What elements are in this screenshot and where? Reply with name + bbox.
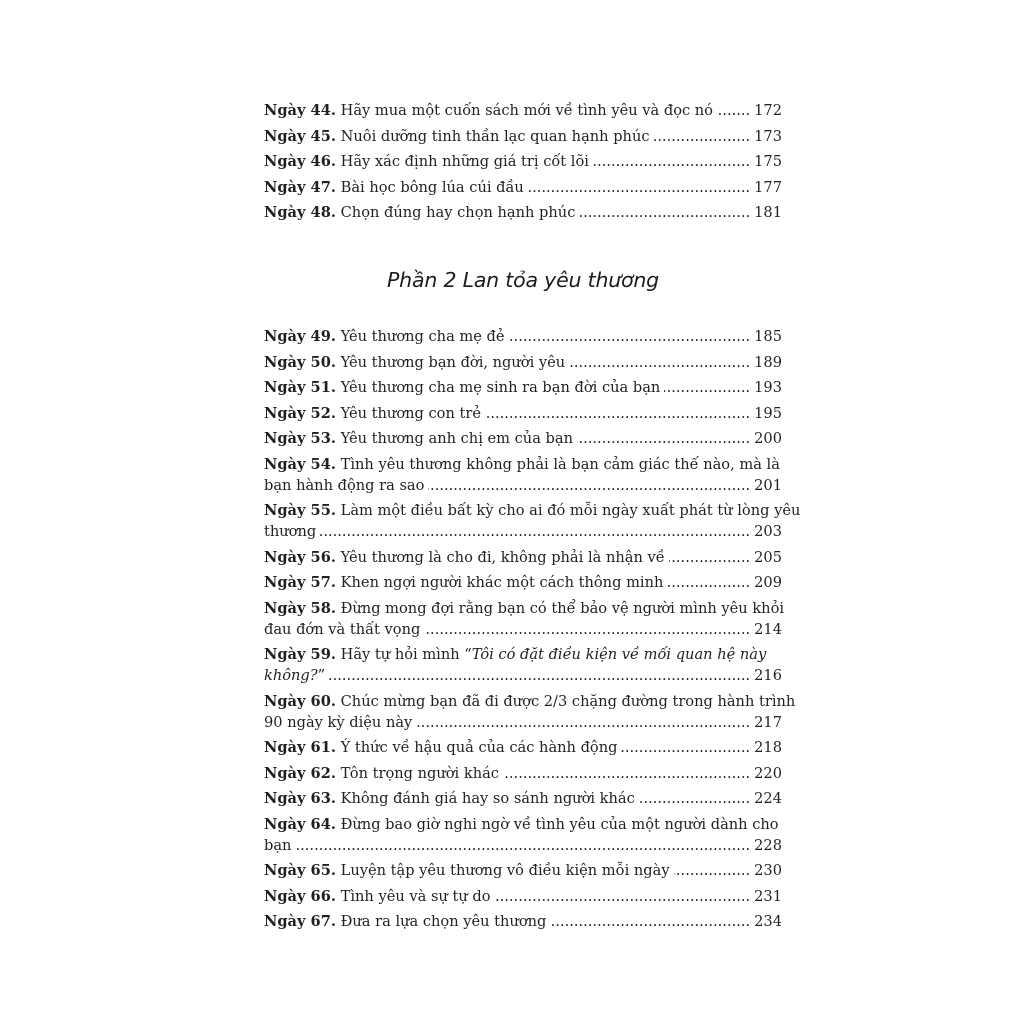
toc-entry-text (264, 377, 660, 398)
toc-entry (264, 911, 782, 932)
toc-entry-day: Ngày 47. (264, 178, 336, 196)
toc-entry (264, 326, 782, 347)
dot-leader (667, 572, 750, 593)
toc-entry-day: Ngày 67. (264, 913, 336, 930)
toc-entry-page-number: 205 (754, 548, 782, 566)
toc-entry-line (264, 428, 782, 449)
dot-leader (664, 377, 750, 398)
toc-entry-page-number: 231 (754, 887, 782, 905)
toc-entry-title: Tình yêu và sự tự do (340, 887, 491, 905)
toc-entry-text (264, 860, 670, 881)
toc-entry-day: Ngày 61. (264, 739, 336, 756)
toc-entry (264, 177, 782, 198)
toc-entry-day: Ngày 66. (264, 887, 336, 905)
toc-entry-line (264, 572, 782, 593)
toc-entry-page-number: 234 (754, 913, 782, 930)
toc-entry (264, 886, 782, 907)
dot-leader (577, 428, 750, 449)
toc-entry-title-italic: Tôi có đặt điều kiện về mối quan hệ này (471, 646, 767, 663)
toc-entry-line (264, 352, 782, 373)
toc-entry-title: Khen ngợi người khác một cách thông minh (340, 574, 664, 591)
toc-entry-page-number: 228 (754, 836, 782, 854)
toc-entry-text (264, 521, 316, 542)
dot-leader (550, 911, 750, 932)
toc-entry-title: Yêu thương bạn đời, người yêu (340, 353, 566, 371)
toc-entry (264, 352, 782, 373)
toc-entry-title: Không đánh giá hay so sánh người khác (340, 790, 635, 807)
toc-entry (264, 598, 785, 640)
toc-entry (264, 814, 782, 856)
dot-leader (669, 547, 750, 568)
toc-entry-title: Hãy mua một cuốn sách mới về tình yêu và đọc nó (340, 102, 713, 119)
toc-entry-page-number: 173 (754, 127, 782, 145)
toc-entry-text (264, 788, 635, 809)
toc-entry-line (264, 835, 782, 856)
toc-entry-line (264, 665, 782, 686)
toc-entry-line (264, 126, 782, 147)
toc-entry-title: Đừng bao giờ nghi ngờ về tình yêu của một người dành cho (340, 815, 779, 833)
dot-leader (424, 619, 750, 640)
dot-leader (674, 860, 751, 881)
toc-entry-line (264, 860, 782, 881)
toc-entry-page-number: 216 (754, 667, 782, 684)
toc-entry-line (264, 763, 782, 784)
toc-entry (264, 644, 782, 686)
toc-entry-line (264, 151, 782, 172)
toc-entry-day: Ngày 51. (264, 379, 336, 396)
toc-entry (264, 572, 782, 593)
dot-leader (329, 665, 750, 686)
toc-entry-title: Hãy xác định những giá trị cốt lõi (340, 153, 589, 170)
toc-entry-title: bạn hành động ra sao (264, 476, 425, 494)
toc-entry-text (264, 126, 650, 147)
toc-entry-page-number: 209 (754, 574, 782, 591)
toc-entry-title: đau đớn và thất vọng (264, 620, 421, 638)
toc-entry-text (264, 646, 766, 663)
toc-entry-day: Ngày 44. (264, 102, 336, 119)
dot-leader (495, 886, 751, 907)
toc-entry-text (264, 456, 780, 473)
toc-entry-title: Yêu thương cha mẹ đẻ (340, 328, 505, 345)
toc-entry-page-number: 200 (754, 430, 782, 447)
toc-entry-day: Ngày 59. (264, 646, 336, 663)
toc-entry-page-number: 217 (754, 713, 782, 731)
toc-entry-line (264, 547, 782, 568)
toc-entry-text (264, 886, 491, 907)
toc-entry-page-number: 193 (754, 379, 782, 396)
toc-entry-day: Ngày 52. (264, 404, 336, 422)
toc-entry (264, 737, 782, 758)
toc-entry-line (264, 202, 782, 223)
toc-entry-text (264, 100, 713, 121)
toc-entry (264, 788, 782, 809)
toc-entry-text (264, 428, 573, 449)
toc-entry-title: Luyện tập yêu thương vô điều kiện mỗi ngày (340, 862, 670, 879)
toc-entry-title: 90 ngày kỳ diệu này (264, 713, 413, 731)
toc-entry-day: Ngày 53. (264, 430, 336, 447)
table-of-contents-part-1 (264, 100, 782, 228)
toc-entry-line (264, 475, 782, 496)
dot-leader (654, 126, 751, 147)
toc-entry-page-number: 195 (754, 404, 782, 422)
toc-entry-title: Tình yêu thương không phải là bạn cảm giác thế nào, mà là (340, 455, 780, 473)
toc-entry-title: Tôn trọng người khác (340, 764, 499, 782)
toc-entry-text (264, 835, 291, 856)
toc-entry-title: Yêu thương anh chị em của bạn (340, 430, 573, 447)
toc-entry-text (264, 572, 663, 593)
toc-entry-text (264, 600, 784, 617)
toc-entry-day: Ngày 54. (264, 455, 336, 473)
toc-entry-page-number: 172 (754, 102, 782, 119)
toc-entry-title: Ý thức về hậu quả của các hành động (340, 739, 618, 756)
toc-entry (264, 547, 782, 568)
dot-leader (639, 788, 750, 809)
toc-entry-line (264, 403, 782, 424)
toc-entry (264, 691, 796, 733)
toc-entry-day: Ngày 55. (264, 502, 336, 519)
table-of-contents-part-2 (264, 326, 801, 937)
toc-entry (264, 500, 801, 542)
toc-entry-title-italic: không? (264, 667, 318, 684)
toc-entry-page-number: 230 (754, 862, 782, 879)
toc-entry-title: Yêu thương con trẻ (340, 404, 481, 422)
toc-entry-title: bạn (264, 836, 292, 854)
toc-entry-title: Chọn đúng hay chọn hạnh phúc (340, 204, 576, 221)
toc-entry-page-number: 189 (754, 353, 782, 371)
toc-entry-title: Nuôi dưỡng tinh thần lạc quan hạnh phúc (340, 127, 650, 145)
toc-entry-day: Ngày 56. (264, 548, 336, 566)
toc-entry-text (264, 547, 665, 568)
toc-entry-line (264, 377, 782, 398)
toc-entry-line (264, 619, 782, 640)
toc-entry-line (264, 454, 782, 475)
toc-entry-text (264, 619, 420, 640)
toc-entry-line (264, 886, 782, 907)
toc-entry-page-number: 185 (754, 328, 782, 345)
section-heading: Phần 2 Lan tỏa yêu thương (387, 268, 659, 292)
toc-entry-line (264, 814, 782, 835)
toc-entry-text (264, 665, 325, 686)
toc-entry-line (264, 788, 782, 809)
dot-leader (428, 475, 750, 496)
toc-entry-text (264, 693, 795, 710)
toc-entry-line (264, 737, 782, 758)
dot-leader (485, 403, 750, 424)
toc-entry-day: Ngày 60. (264, 692, 336, 710)
toc-entry-text (264, 816, 779, 833)
dot-leader (593, 151, 750, 172)
toc-entry-text (264, 151, 589, 172)
toc-entry-page-number: 218 (754, 739, 782, 756)
toc-entry-text (264, 502, 800, 519)
toc-entry-title: Chúc mừng bạn đã đi được 2/3 chặng đường trong hành trình (340, 692, 796, 710)
toc-entry-line (264, 500, 801, 521)
toc-entry (264, 454, 782, 496)
toc-entry-line (264, 521, 782, 542)
toc-entry-text (264, 712, 412, 733)
toc-entry-title: Yêu thương là cho đi, không phải là nhận về (340, 548, 665, 566)
toc-entry (264, 151, 782, 172)
toc-entry (264, 202, 782, 223)
toc-entry-text (264, 737, 617, 758)
dot-leader (295, 835, 750, 856)
toc-entry-page-number: 203 (754, 523, 782, 540)
toc-entry-day: Ngày 63. (264, 790, 336, 807)
toc-entry-line (264, 691, 796, 712)
toc-entry-page-number: 201 (754, 476, 782, 494)
toc-entry-day: Ngày 62. (264, 764, 336, 782)
toc-entry (264, 763, 782, 784)
toc-entry-day: Ngày 58. (264, 599, 336, 617)
dot-leader (621, 737, 750, 758)
toc-entry (264, 860, 782, 881)
dot-leader (528, 177, 750, 198)
toc-entry-day: Ngày 57. (264, 574, 336, 591)
toc-entry-page-number: 177 (754, 178, 782, 196)
toc-entry-line (264, 100, 782, 121)
toc-entry-text (264, 202, 575, 223)
toc-entry-line (264, 326, 782, 347)
toc-entry-page-number: 214 (754, 620, 782, 638)
toc-entry-day: Ngày 48. (264, 204, 336, 221)
toc-entry-text (264, 177, 524, 198)
toc-entry-page-number: 224 (754, 790, 782, 807)
toc-entry-title: Bài học bông lúa cúi đầu (340, 178, 524, 196)
toc-entry (264, 428, 782, 449)
toc-entry-title: Yêu thương cha mẹ sinh ra bạn đời của bạn (340, 379, 661, 396)
toc-entry-day: Ngày 46. (264, 153, 336, 170)
toc-entry-line (264, 644, 782, 665)
toc-entry (264, 403, 782, 424)
toc-entry-day: Ngày 64. (264, 815, 336, 833)
toc-entry-page-number: 181 (754, 204, 782, 221)
toc-entry-line (264, 598, 785, 619)
toc-entry-line (264, 911, 782, 932)
dot-leader (717, 100, 750, 121)
toc-entry-title: Làm một điều bất kỳ cho ai đó mỗi ngày xuất phát từ lòng yêu (340, 502, 801, 519)
toc-entry-text (264, 911, 546, 932)
dot-leader (579, 202, 750, 223)
dot-leader (416, 712, 750, 733)
toc-entry-day: Ngày 65. (264, 862, 336, 879)
dot-leader (569, 352, 750, 373)
toc-entry-text (264, 763, 499, 784)
toc-entry-day: Ngày 45. (264, 127, 336, 145)
toc-entry-title: Đưa ra lựa chọn yêu thương (340, 913, 547, 930)
toc-entry-title: Đừng mong đợi rằng bạn có thể bảo vệ người mình yêu khỏi (340, 599, 785, 617)
toc-entry-day: Ngày 50. (264, 353, 336, 371)
toc-entry-title: Hãy tự hỏi mình “ (340, 646, 472, 663)
dot-leader (509, 326, 751, 347)
toc-entry-page-number: 175 (754, 153, 782, 170)
toc-entry-text (264, 403, 481, 424)
toc-entry-text (264, 352, 565, 373)
toc-entry (264, 100, 782, 121)
dot-leader (320, 521, 750, 542)
toc-entry-line (264, 712, 782, 733)
toc-entry-title: ” (317, 667, 326, 684)
toc-entry-title: thương (264, 523, 317, 540)
toc-entry-line (264, 177, 782, 198)
toc-entry-page-number: 220 (754, 764, 782, 782)
dot-leader (503, 763, 750, 784)
toc-entry (264, 377, 782, 398)
toc-entry (264, 126, 782, 147)
toc-entry-text (264, 326, 505, 347)
toc-entry-day: Ngày 49. (264, 328, 336, 345)
toc-entry-text (264, 475, 424, 496)
